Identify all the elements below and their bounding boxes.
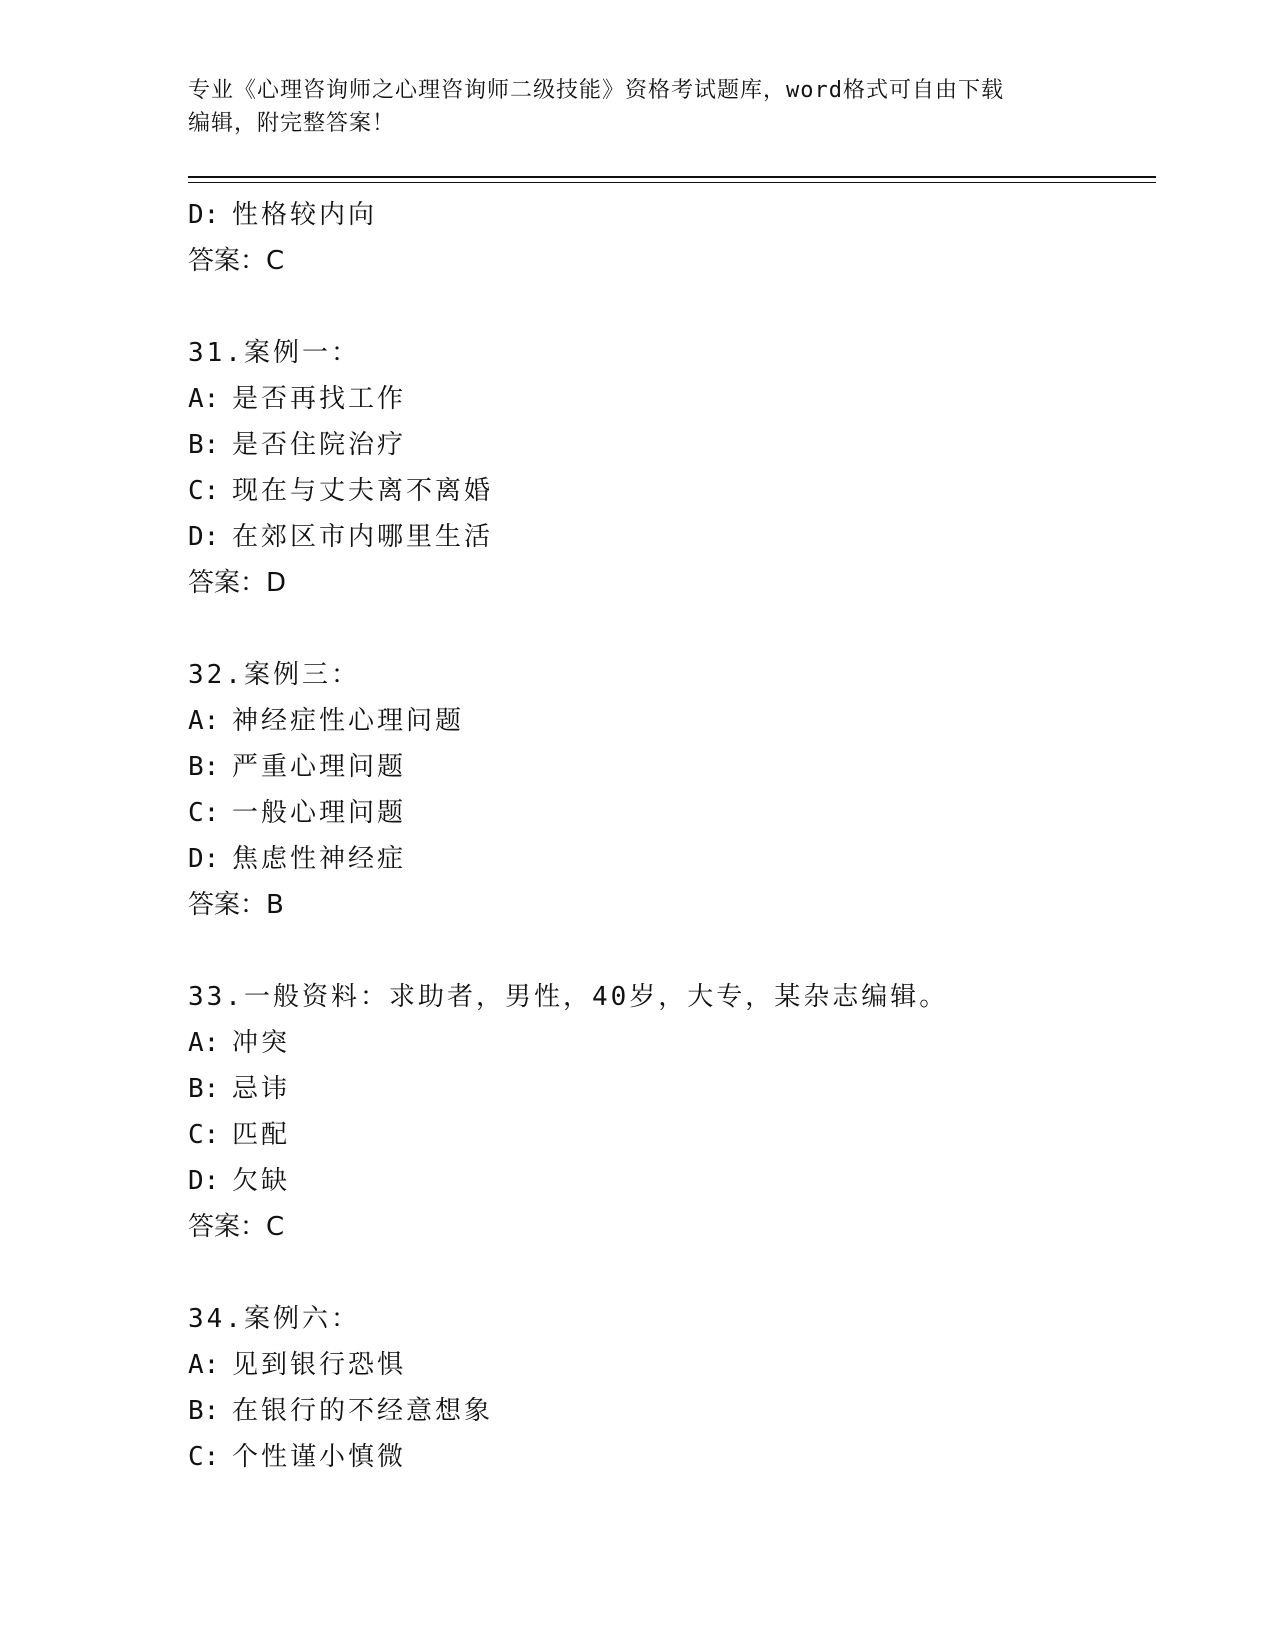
option-letter: A: (188, 384, 220, 414)
option-text: 忌讳 (232, 1074, 291, 1104)
answer: 答案：D (188, 568, 287, 598)
option-a (188, 698, 1148, 744)
question-stem: 31.案例一： (188, 338, 360, 368)
header-divider-thin (188, 182, 1156, 183)
option-text: 是否住院治疗 (232, 430, 407, 460)
document-header (188, 74, 1088, 140)
option-letter: D: (188, 844, 220, 874)
option-text: 焦虑性神经症 (232, 844, 407, 874)
option-a (188, 1342, 1148, 1388)
option-letter: B: (188, 752, 220, 782)
option-a (188, 1020, 1148, 1066)
option-text: 个性谨小慎微 (232, 1442, 407, 1472)
option-a (188, 376, 1148, 422)
header-line-1: 专业《心理咨询师之心理咨询师二级技能》资格考试题库，word格式可自由下载 (188, 78, 1004, 103)
option-text: 见到银行恐惧 (232, 1350, 407, 1380)
option-c (188, 1112, 1148, 1158)
option-d (188, 192, 1148, 238)
option-text: 在银行的不经意想象 (232, 1396, 494, 1426)
option-text: 匹配 (232, 1120, 291, 1150)
option-d (188, 1158, 1148, 1204)
spacer (188, 606, 1148, 652)
option-letter: A: (188, 1350, 220, 1380)
option-letter: B: (188, 1396, 220, 1426)
option-text: 性格较内向 (232, 200, 378, 230)
option-text: 在郊区市内哪里生活 (232, 522, 494, 552)
question-stem: 32.案例三： (188, 660, 360, 690)
header-line-2: 编辑，附完整答案！ (188, 111, 396, 136)
spacer (188, 928, 1148, 974)
option-letter: B: (188, 1074, 220, 1104)
option-b (188, 1388, 1148, 1434)
question-list (188, 192, 1148, 1480)
option-text: 严重心理问题 (232, 752, 407, 782)
option-letter: A: (188, 1028, 220, 1058)
answer: 答案：C (188, 1212, 285, 1242)
spacer (188, 284, 1148, 330)
option-text: 冲突 (232, 1028, 291, 1058)
spacer (188, 1250, 1148, 1296)
option-b (188, 422, 1148, 468)
option-b (188, 744, 1148, 790)
option-d (188, 514, 1148, 560)
option-letter: C: (188, 798, 220, 828)
option-letter: C: (188, 1442, 220, 1472)
question-stem: 33.一般资料：求助者，男性，40岁，大专，某杂志编辑。 (188, 982, 949, 1012)
question-stem: 34.案例六： (188, 1304, 360, 1334)
answer: 答案：C (188, 246, 285, 276)
option-text: 现在与丈夫离不离婚 (232, 476, 494, 506)
option-letter: D: (188, 1166, 220, 1196)
option-letter: C: (188, 1120, 220, 1150)
option-text: 一般心理问题 (232, 798, 407, 828)
option-letter: D: (188, 522, 220, 552)
option-letter: A: (188, 706, 220, 736)
option-letter: C: (188, 476, 220, 506)
option-c (188, 468, 1148, 514)
option-text: 欠缺 (232, 1166, 291, 1196)
option-letter: B: (188, 430, 220, 460)
option-letter: D: (188, 200, 220, 230)
option-d (188, 836, 1148, 882)
option-text: 是否再找工作 (232, 384, 407, 414)
header-divider-thick (188, 176, 1156, 178)
option-c (188, 790, 1148, 836)
answer: 答案：B (188, 890, 284, 920)
option-b (188, 1066, 1148, 1112)
option-c (188, 1434, 1148, 1480)
option-text: 神经症性心理问题 (232, 706, 465, 736)
